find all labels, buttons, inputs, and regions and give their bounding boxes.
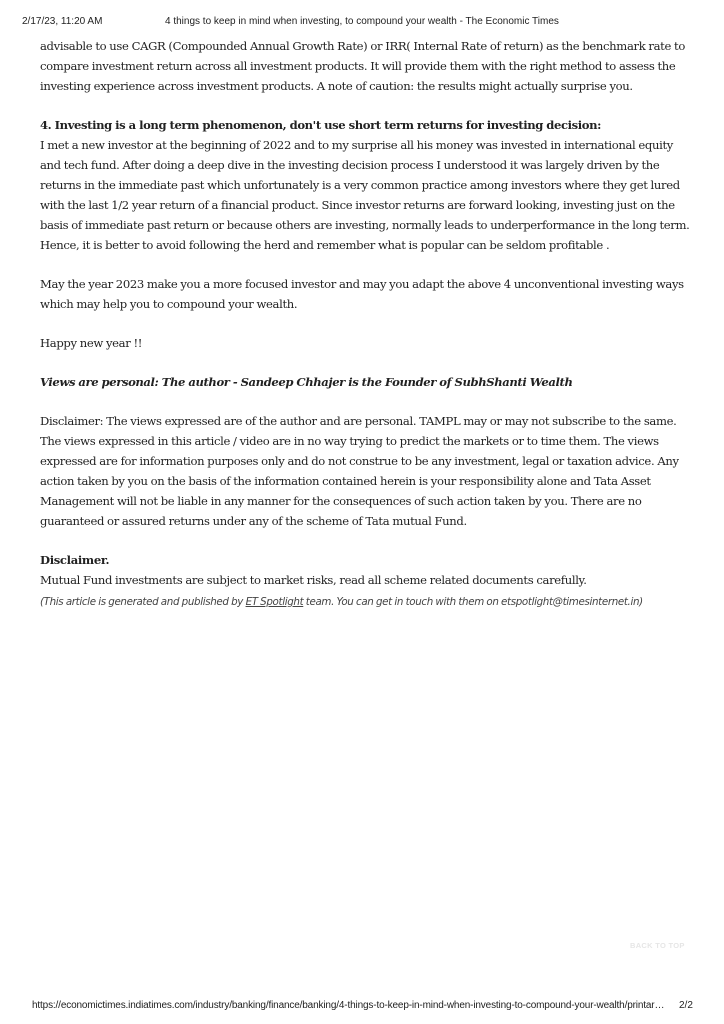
print-footer — [32, 1000, 702, 1014]
intro-paragraph: advisable to use CAGR (Compounded Annual Growth Rate) or IRR( Internal Rate of return) as the benchmark rate to compare investment return across all investment products. It will provide them with the right method to assess the investing experience across investment products. A note of caution: the results might actually surprise you. — [40, 39, 685, 93]
point-4-heading: 4. Investing is a long term phenomenon, don't use short term returns for investing decision: — [40, 118, 601, 132]
spacer — [40, 255, 690, 274]
spacer — [40, 353, 690, 372]
credit-suffix: team. You can get in touch with them on etspotlight@timesinternet.in) — [303, 596, 643, 608]
disclaimer-title: Disclaimer. — [40, 553, 110, 567]
mutual-fund-risk-text: Mutual Fund investments are subject to market risks, read all scheme related documents carefully. — [40, 573, 587, 587]
closing-paragraph: May the year 2023 make you a more focused investor and may you adapt the above 4 unconventional investing ways which may help you to compound your wealth. — [40, 277, 684, 311]
author-byline: Views are personal: The author - Sandeep Chhajer is the Founder of SubhShanti Wealth — [40, 375, 573, 389]
spacer — [40, 531, 690, 550]
disclaimer-text: Disclaimer: The views expressed are of the author and are personal. TAMPL may or may not subscribe to the same. The views expressed in this article / video are in no way trying to predict the markets or to time them. The views expressed are for information purposes only and do not construe to be any investment, legal or taxation advice. Any action taken by you on the basis of the information contained herein is your responsibility alone and Tata Asset Management will not be liable in any manner for the consequences of such action taken by you. There are no guaranteed or assured returns under any of the scheme of Tata mutual Fund. — [40, 414, 679, 528]
print-page-url: https://economictimes.indiatimes.com/industry/banking/finance/banking/4-things-to-keep-in-mind-when-investing-to-compound-your-wealth/printar… — [32, 1000, 665, 1011]
print-datetime: 2/17/23, 11:20 AM — [22, 16, 103, 27]
article-body — [40, 36, 690, 608]
back-to-top-button[interactable]: BACK TO TOP — [630, 941, 685, 950]
spacer — [40, 392, 690, 411]
et-spotlight-link[interactable]: ET Spotlight — [245, 596, 304, 608]
point-4-body: I met a new investor at the beginning of 2022 and to my surprise all his money was invested in international equity and tech fund. After doing a deep dive in the investing decision process I understood it was largely driven by the returns in the immediate past which unfortunately is a very common practice among investors where they get lured with the last 1/2 year return of a financial product. Since investor returns are forward looking, investing just on the basis of immediate past return or because others are investing, normally leads to underperformance in the long term. Hence, it is better to avoid following the herd and remember what is popular can be seldom profitable . — [40, 138, 690, 252]
credit-prefix: (This article is generated and published by — [40, 596, 246, 608]
greeting: Happy new year !! — [40, 336, 143, 350]
print-header — [22, 16, 702, 30]
page-number: 2/2 — [679, 1000, 693, 1011]
spacer — [40, 314, 690, 333]
article-credit — [40, 596, 690, 608]
spacer — [40, 96, 690, 115]
print-page-title: 4 things to keep in mind when investing, to compound your wealth - The Economic Times — [165, 16, 559, 27]
